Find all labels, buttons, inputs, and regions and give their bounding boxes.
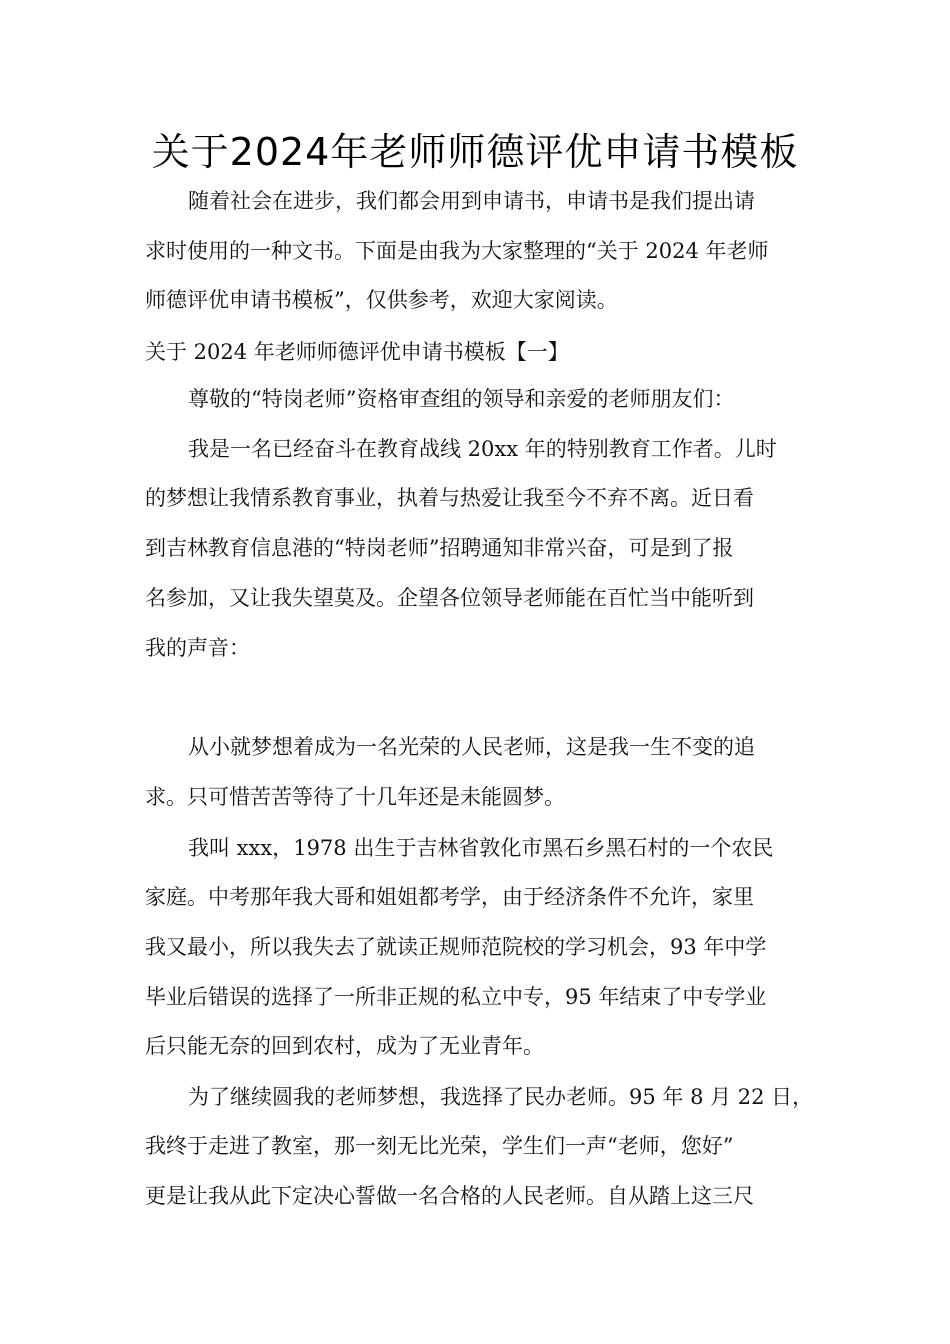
paragraph-line: 求时使用的一种文书。下面是由我为大家整理的“关于 2024 年老师 xyxy=(145,239,769,263)
paragraph-line: 名参加，又让我失望莫及。企望各位领导老师能在百忙当中能听到 xyxy=(145,586,754,610)
paragraph-line: 家庭。中考那年我大哥和姐姐都考学，由于经济条件不允许，家里 xyxy=(145,885,754,909)
salutation-line: 尊敬的“特岗老师”资格审查组的领导和亲爱的老师朋友们： xyxy=(188,387,735,411)
section-heading: 关于 2024 年老师师德评优申请书模板【一】 xyxy=(145,340,569,364)
paragraph-line: 到吉林教育信息港的“特岗老师”招聘通知非常兴奋，可是到了报 xyxy=(145,536,734,560)
paragraph-line: 求。只可惜苦苦等待了十几年还是未能圆梦。 xyxy=(145,785,565,809)
paragraph-line: 我的声音： xyxy=(145,636,250,660)
paragraph-line: 我又最小，所以我失去了就读正规师范院校的学习机会，93 年中学 xyxy=(145,935,767,959)
paragraph-line: 为了继续圆我的老师梦想，我选择了民办老师。95 年 8 月 22 日， xyxy=(188,1085,814,1109)
paragraph-line: 师德评优申请书模板”，仅供参考，欢迎大家阅读。 xyxy=(145,288,618,312)
paragraph-line: 后只能无奈的回到农村，成为了无业青年。 xyxy=(145,1034,544,1058)
paragraph-line: 我叫 xxx，1978 出生于吉林省敦化市黑石乡黑石村的一个农民 xyxy=(188,836,774,860)
document-title: 关于2024年老师师德评优申请书模板 xyxy=(151,130,799,174)
paragraph-line: 从小就梦想着成为一名光荣的人民老师，这是我一生不变的追 xyxy=(188,735,755,759)
paragraph-line: 随着社会在进步，我们都会用到申请书，申请书是我们提出请 xyxy=(188,189,755,213)
paragraph-line: 我终于走进了教室，那一刻无比光荣，学生们一声“老师，您好” xyxy=(145,1134,734,1158)
paragraph-line: 我是一名已经奋斗在教育战线 20xx 年的特别教育工作者。儿时 xyxy=(188,437,777,461)
paragraph-line: 更是让我从此下定决心誓做一名合格的人民老师。自从踏上这三尺 xyxy=(145,1184,754,1208)
paragraph-line: 的梦想让我情系教育事业，执着与热爱让我至今不弃不离。近日看 xyxy=(145,486,754,510)
paragraph-line: 毕业后错误的选择了一所非正规的私立中专，95 年结束了中专学业 xyxy=(145,985,767,1009)
